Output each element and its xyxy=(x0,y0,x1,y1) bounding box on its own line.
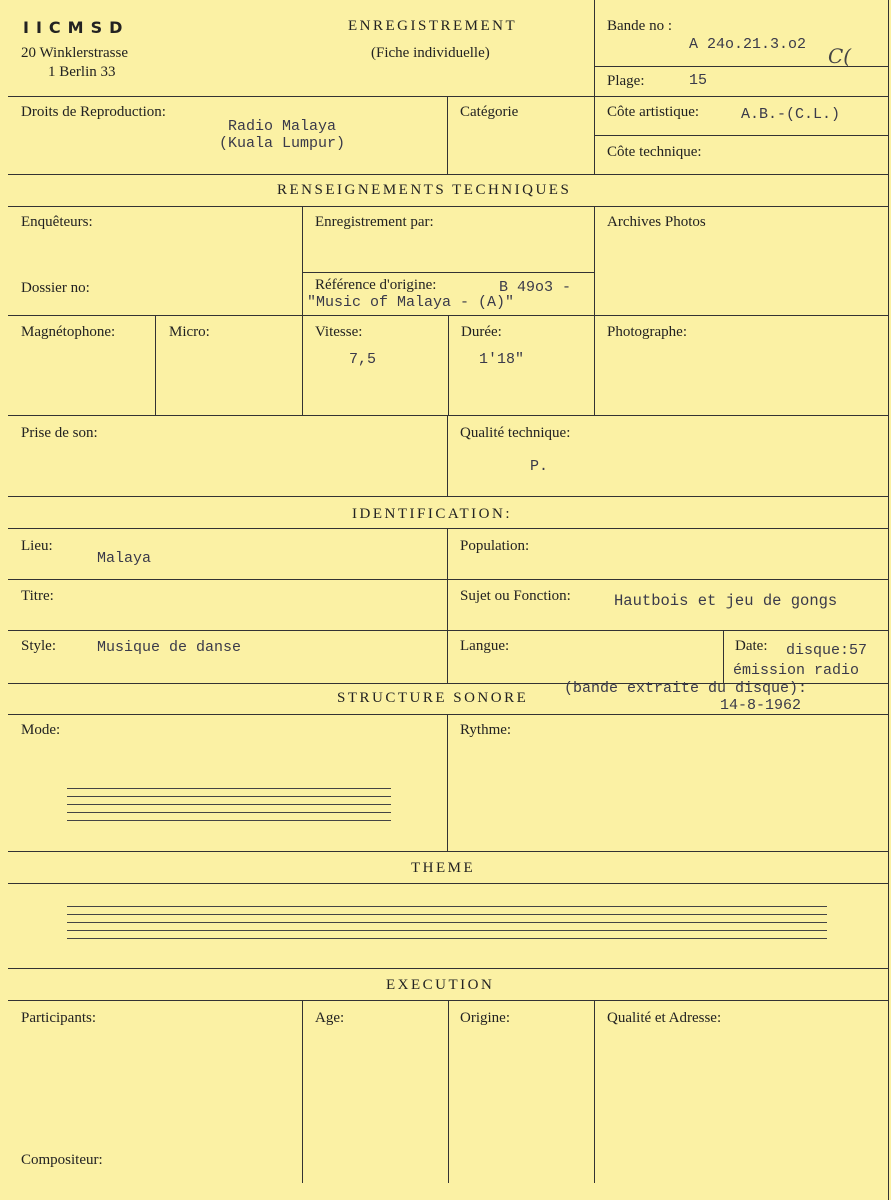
divider xyxy=(8,96,888,97)
plage-label: Plage: xyxy=(607,73,645,89)
divider xyxy=(302,206,303,415)
divider xyxy=(448,315,449,415)
section-title-structure: STRUCTURE SONORE xyxy=(337,690,529,706)
bande-handwritten-mark: C( xyxy=(828,44,852,68)
duree-value: 1'18" xyxy=(479,351,525,368)
divider xyxy=(448,1000,449,1183)
participants-label: Participants: xyxy=(21,1010,96,1026)
divider xyxy=(447,714,448,851)
section-title-identification: IDENTIFICATION: xyxy=(352,506,512,522)
divider xyxy=(302,1000,303,1183)
divider xyxy=(594,0,595,96)
vitesse-label: Vitesse: xyxy=(315,324,363,340)
card-right-border xyxy=(888,0,889,1200)
divider xyxy=(594,1000,595,1183)
qualite-technique-value: P. xyxy=(530,458,549,475)
duree-label: Durée: xyxy=(461,324,502,340)
reference-label: Référence d'origine: xyxy=(315,277,437,293)
micro-label: Micro: xyxy=(169,324,210,340)
enregistrement-par-label: Enregistrement par: xyxy=(315,214,434,230)
address-line-2: 1 Berlin 33 xyxy=(48,64,116,80)
section-title-theme: THEME xyxy=(411,860,476,876)
divider xyxy=(8,206,888,207)
divider xyxy=(8,528,888,529)
divider xyxy=(447,528,448,683)
cote-artistique-label: Côte artistique: xyxy=(607,104,700,120)
divider xyxy=(723,630,724,683)
magnetophone-label: Magnétophone: xyxy=(21,324,116,340)
date-value-day: 14-8-1962 xyxy=(720,697,802,714)
droits-label: Droits de Reproduction: xyxy=(21,104,166,120)
divider xyxy=(155,315,156,415)
divider xyxy=(594,135,888,136)
reference-value-2: "Music of Malaya - (A)" xyxy=(307,294,515,311)
section-title-technique: RENSEIGNEMENTS TECHNIQUES xyxy=(277,182,572,198)
divider xyxy=(8,883,888,884)
date-value-disque: disque:57 xyxy=(786,642,868,659)
categorie-label: Catégorie xyxy=(460,104,519,120)
archives-photos-label: Archives Photos xyxy=(607,214,706,230)
origine-label: Origine: xyxy=(460,1010,510,1026)
address-line-1: 20 Winklerstrasse xyxy=(21,45,129,61)
cote-technique-label: Côte technique: xyxy=(607,144,702,160)
date-label: Date: xyxy=(735,638,768,654)
divider xyxy=(8,630,888,631)
card-subtitle: (Fiche individuelle) xyxy=(371,45,490,61)
sujet-label: Sujet ou Fonction: xyxy=(460,588,571,604)
divider xyxy=(8,496,888,497)
style-label: Style: xyxy=(21,638,57,654)
divider xyxy=(8,968,888,969)
lieu-label: Lieu: xyxy=(21,538,53,554)
divider xyxy=(8,415,888,416)
population-label: Population: xyxy=(460,538,530,554)
qualite-technique-label: Qualité technique: xyxy=(460,425,571,441)
qualite-adresse-label: Qualité et Adresse: xyxy=(607,1010,722,1026)
vitesse-value: 7,5 xyxy=(349,351,377,368)
institute-logo: IICMSD xyxy=(23,18,130,37)
divider xyxy=(8,579,888,580)
rythme-label: Rythme: xyxy=(460,722,512,738)
bande-value: A 24o.21.3.o2 xyxy=(689,36,807,53)
mode-music-staff xyxy=(67,788,391,828)
date-value-emission: émission radio xyxy=(733,662,860,679)
enqueteurs-label: Enquêteurs: xyxy=(21,214,93,230)
divider xyxy=(8,714,888,715)
mode-label: Mode: xyxy=(21,722,61,738)
theme-music-staff xyxy=(67,906,827,946)
photographe-label: Photographe: xyxy=(607,324,687,340)
divider xyxy=(447,96,448,174)
droits-value-2: (Kuala Lumpur) xyxy=(219,135,346,152)
date-value-bande: (bande extraite du disque): xyxy=(564,680,808,697)
age-label: Age: xyxy=(315,1010,345,1026)
reference-value-1: B 49o3 - xyxy=(499,279,572,296)
cote-artistique-value: A.B.-(C.L.) xyxy=(741,106,841,123)
divider xyxy=(8,174,888,175)
divider xyxy=(594,206,595,415)
divider xyxy=(8,851,888,852)
lieu-value: Malaya xyxy=(97,550,152,567)
dossier-label: Dossier no: xyxy=(21,280,90,296)
divider xyxy=(302,272,594,273)
titre-label: Titre: xyxy=(21,588,54,604)
langue-label: Langue: xyxy=(460,638,510,654)
prise-de-son-label: Prise de son: xyxy=(21,425,98,441)
section-title-execution: EXECUTION xyxy=(386,977,495,993)
compositeur-label: Compositeur: xyxy=(21,1152,103,1168)
card-title: ENREGISTREMENT xyxy=(348,18,518,34)
bande-label: Bande no : xyxy=(607,18,672,34)
droits-value-1: Radio Malaya xyxy=(228,118,337,135)
divider xyxy=(447,415,448,496)
sujet-value: Hautbois et jeu de gongs xyxy=(614,592,838,610)
plage-value: 15 xyxy=(689,72,708,89)
style-value: Musique de danse xyxy=(97,639,242,656)
